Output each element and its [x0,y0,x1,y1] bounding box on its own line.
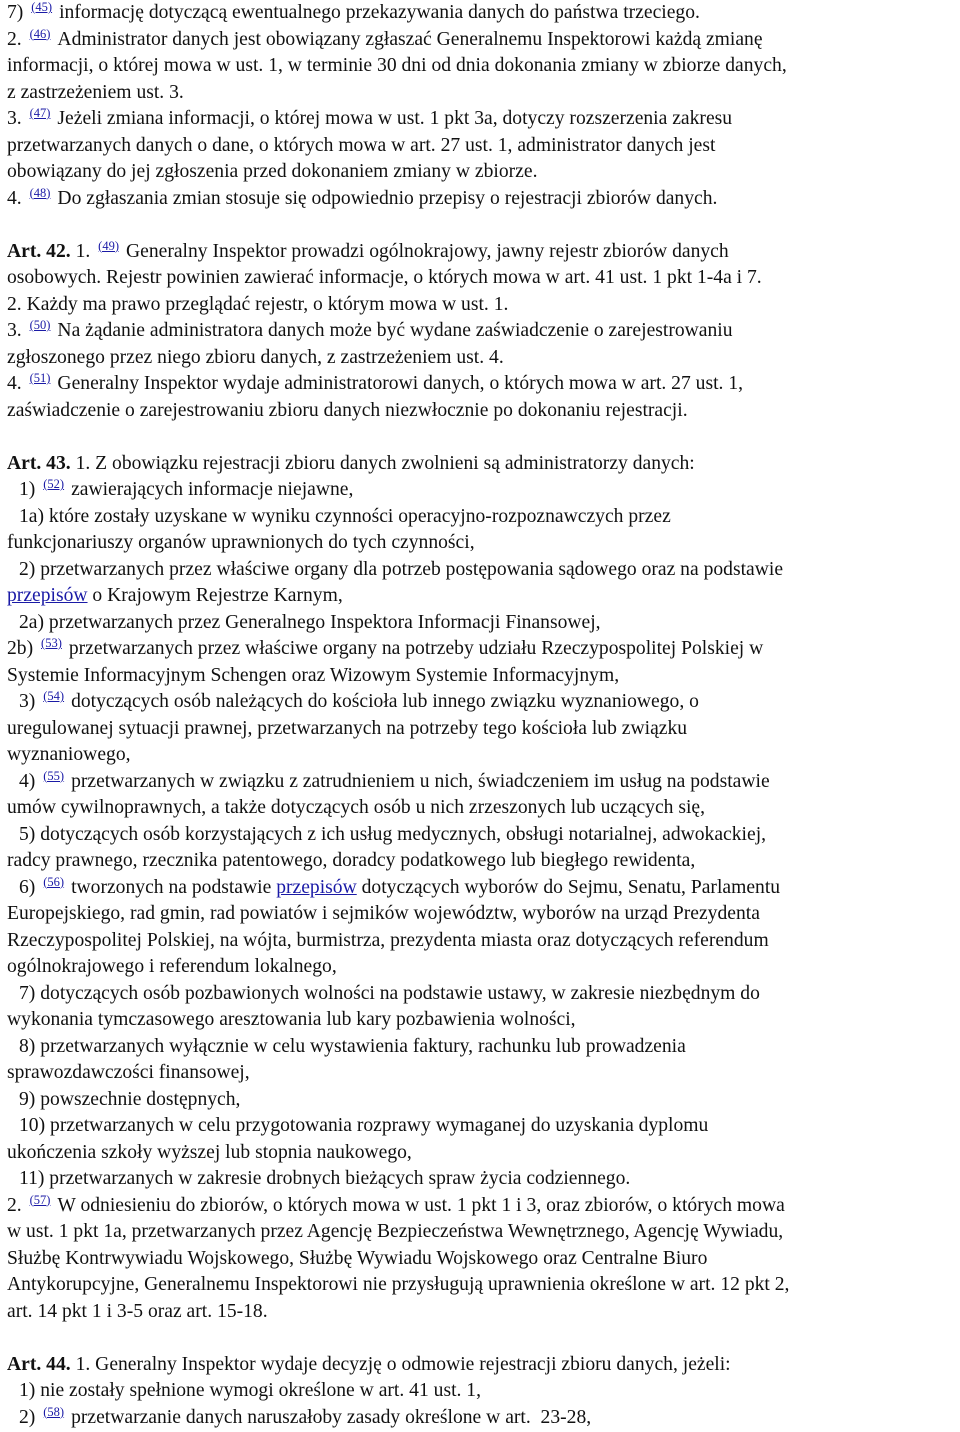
text-run: 7) [7,2,29,23]
text-run: przetwarzanych przez właściwe organy na potrzeby udziału Rzeczypospolitej Polskiej w [68,638,764,659]
text-run: o Krajowym Rejestrze Karnym, [87,585,343,606]
text-run: obowiązany do jej zgłoszenia przed dokonaniem zmiany w zbiorze. [7,161,538,182]
text-run: 9) powszechnie dostępnych, [19,1088,241,1110]
text-run: 2. Każdy ma prawo przeglądać rejestr, o którym mowa w ust. 1. [7,293,509,315]
footnote-link[interactable]: (57) [29,1192,51,1207]
text-line [7,239,957,266]
paragraph-gap [7,212,957,239]
text-run: 4. [7,373,27,394]
footnote-link[interactable]: (46) [29,26,51,41]
text-line [7,954,957,981]
text-run: zawierających informacje niejawne, [71,479,354,500]
text-line [7,1405,957,1432]
text-run: Rzeczypospolitej Polskiej, na wójta, burmistrza, prezydenta miasta oraz dotyczących referendum [7,929,769,951]
footnote-link[interactable]: (52) [43,477,65,491]
text-line [7,106,957,133]
text-line [7,583,957,610]
text-run: zgłoszonego przez niego zbioru danych, z zastrzeżeniem ust. 4. [7,346,504,368]
text-line [7,1034,957,1061]
footnote-link[interactable]: (45) [31,0,53,14]
text-run: Systemie Informacyjnym Schengen oraz Wizowym Systemie Informacyjnym, [7,664,620,686]
text-line [7,186,957,213]
text-run: 1) nie zostały spełnione wymogi określone w art. 41 ust. 1, [19,1380,482,1401]
text-run: 2a) przetwarzanych przez Generalnego Inspektora Informacji Finansowej, [19,611,601,633]
text-line [7,451,957,478]
text-line [7,1087,957,1114]
text-line [7,318,957,345]
article-heading: Art. 43. [7,452,71,474]
text-line [7,928,957,955]
text-line [7,345,957,372]
footnote-link[interactable]: (50) [29,318,51,332]
text-line [7,610,957,637]
text-run: osobowych. Rejestr powinien zawierać informacje, o których mowa w art. 41 ust. 1 pkt 1-4a i 7. [7,267,762,288]
text-line [7,1246,957,1273]
text-line [7,795,957,822]
footnote-link[interactable]: (55) [43,768,65,783]
article-heading: Art. 44. [7,1353,71,1375]
text-run: 3. [7,320,27,341]
text-run: informacji, o której mowa w ust. 1, w terminie 30 dni od dnia dokonania zmiany w zbiorze danych, [7,55,787,76]
text-line [7,133,957,160]
text-line [7,1060,957,1087]
text-line [7,901,957,928]
text-run: Antykorupcyjne, Generalnemu Inspektorowi nie przysługują uprawnienia określone w art. 12 pkt 2, [7,1274,790,1295]
text-line [7,742,957,769]
text-line [7,1007,957,1034]
text-run: 1. Z obowiązku rejestracji zbioru danych zwolnieni są administratorzy danych: [70,452,695,474]
text-line [7,822,957,849]
text-run: 3. [7,108,27,129]
text-line [7,689,957,716]
text-line [7,1140,957,1167]
text-run: wykonania tymczasowego aresztowania lub kary pozbawienia wolności, [7,1009,576,1030]
text-run: ogólnokrajowego i referendum lokalnego, [7,956,337,977]
footnote-link[interactable]: (58) [43,1404,65,1419]
text-run: radcy prawnego, rzecznika patentowego, doradcy podatkowego lub biegłego rewidenta, [7,850,696,871]
text-line [7,0,957,27]
text-line [7,398,957,425]
text-run: informację dotyczącą ewentualnego przekazywania danych do państwa trzeciego. [59,2,700,23]
text-run: 6) [19,876,41,898]
text-run: 5) dotyczących osób korzystających z ich usług medycznych, obsługi notarialnej, adwokackiej, [19,823,767,845]
text-run: 2) [19,1406,41,1428]
text-run: ukończenia szkoły wyższej lub stopnia naukowego, [7,1141,412,1163]
footnote-link[interactable]: (53) [41,636,62,650]
text-run: przetwarzanych w związku z zatrudnieniem u nich, świadczeniem im usług na podstawie [71,770,770,792]
footnote-link[interactable]: (49) [98,238,119,253]
text-run: 10) przetwarzanych w celu przygotowania rozprawy wymaganej do uzyskania dyplomu [19,1115,709,1136]
text-run: Do zgłaszania zmian stosuje się odpowiednio przepisy o rejestracji zbiorów danych. [57,187,718,209]
text-run: Administrator danych jest obowiązany zgłaszać Generalnemu Inspektorowi każdą zmianę [57,28,763,50]
law-reference-link[interactable]: przepisów [276,876,357,898]
text-run: sprawozdawczości finansowej, [7,1062,250,1083]
text-run: w ust. 1 pkt 1a, przetwarzanych przez Agencję Bezpieczeństwa Wewnętrznego, Agencję Wywiadu, [7,1221,784,1242]
text-line [7,80,957,107]
text-line [7,27,957,54]
text-run: art. 14 pkt 1 i 3-5 oraz art. 15-18. [7,1300,268,1322]
text-run: W odniesieniu do zbiorów, o których mowa w ust. 1 pkt 1 i 3, oraz zbiorów, o których mowa [57,1194,785,1216]
text-run: Jeżeli zmiana informacji, o której mowa w ust. 1 pkt 3a, dotyczy rozszerzenia zakresu [57,108,733,129]
text-line [7,371,957,398]
footnote-link[interactable]: (56) [43,874,65,889]
text-run: 1a) które zostały uzyskane w wyniku czynności operacyjno-rozpoznawczych przez [19,505,671,527]
text-run: umów cywilnoprawnych, a także dotyczących osób u nich zrzeszonych lub uczących się, [7,797,706,818]
text-run: Na żądanie administratora danych może być wydane zaświadczenie o zarejestrowaniu [57,320,733,341]
text-run: 4) [19,770,41,792]
text-line [7,1378,957,1405]
text-run: Europejskiego, rad gmin, rad powiatów i sejmików województw, wyborów na urząd Prezydenta [7,903,760,924]
text-run: 8) przetwarzanych wyłącznie w celu wystawienia faktury, rachunku lub prowadzenia [19,1035,686,1057]
text-line [7,530,957,557]
text-run: zaświadczenie o zarejestrowaniu zbioru danych niezwłocznie po dokonaniu rejestracji. [7,399,688,421]
text-run: z zastrzeżeniem ust. 3. [7,81,184,103]
text-line [7,265,957,292]
text-run: 2b) [7,638,39,659]
footnote-link[interactable]: (51) [29,371,51,385]
text-line [7,875,957,902]
text-line [7,981,957,1008]
paragraph-gap [7,424,957,451]
text-run: 3) [19,691,41,712]
footnote-link[interactable]: (48) [29,185,51,200]
text-run: 2) przetwarzanych przez właściwe organy dla potrzeb postępowania sądowego oraz na podstawie [19,558,784,580]
text-line [7,636,957,663]
article-heading: Art. 42. [7,240,71,262]
text-run: wyznaniowego, [7,744,131,765]
text-line [7,1299,957,1326]
text-run: 7) dotyczących osób pozbawionych wolności na podstawie ustawy, w zakresie niezbędnym do [19,982,760,1004]
law-reference-link[interactable]: przepisów [7,585,88,606]
text-line [7,53,957,80]
text-line [7,159,957,186]
text-run: dotyczących osób należących do kościoła lub innego związku wyznaniowego, o [71,691,699,712]
footnote-link[interactable]: (47) [29,106,51,120]
text-run: 2. [7,1194,27,1216]
text-line [7,477,957,504]
text-line [7,1219,957,1246]
text-run: 1. Generalny Inspektor wydaje decyzję o odmowie rejestracji zbioru danych, jeżeli: [70,1353,731,1375]
text-run: Generalny Inspektor prowadzi ogólnokrajowy, jawny rejestr zbiorów danych [126,240,729,262]
text-line [7,769,957,796]
text-line [7,1193,957,1220]
text-line [7,1113,957,1140]
text-line [7,1352,957,1379]
text-line [7,504,957,531]
text-run: 2. [7,28,27,50]
text-run: 11) przetwarzanych w zakresie drobnych bieżących spraw życia codziennego. [19,1168,631,1189]
text-run: 1. [70,240,96,262]
text-line [7,557,957,584]
text-line [7,848,957,875]
text-run: Generalny Inspektor wydaje administratorowi danych, o których mowa w art. 27 ust. 1, [57,373,744,394]
text-run: Służbę Kontrwywiadu Wojskowego, Służbę Wywiadu Wojskowego oraz Centralne Biuro [7,1247,708,1269]
text-line [7,1166,957,1193]
text-run: uregulowanej sytuacji prawnej, przetwarzanych na potrzeby tego kościoła lub związku [7,717,688,739]
text-run: funkcjonariuszy organów uprawnionych do tych czynności, [7,532,475,553]
text-line [7,663,957,690]
text-line [7,1272,957,1299]
text-run: przetwarzanie danych naruszałoby zasady określone w art. 23-28, [71,1406,592,1428]
text-run: dotyczących wyborów do Sejmu, Senatu, Parlamentu [356,876,781,898]
footnote-link[interactable]: (54) [43,689,65,703]
text-run: 4. [7,187,27,209]
text-run: 1) [19,479,41,500]
text-line [7,716,957,743]
text-run: tworzonych na podstawie [71,876,277,898]
text-run: przetwarzanych danych o dane, o których mowa w art. 27 ust. 1, administrator danych jest [7,134,716,156]
paragraph-gap [7,1325,957,1352]
text-line [7,292,957,319]
